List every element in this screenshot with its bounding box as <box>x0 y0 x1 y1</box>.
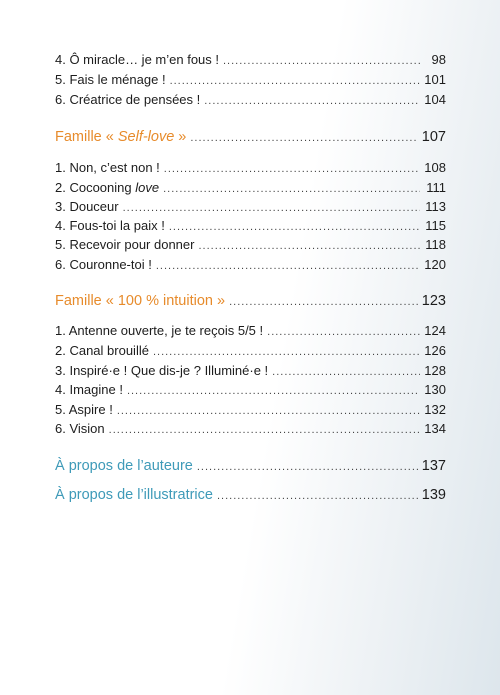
toc-entry-label: 5. Recevoir pour donner <box>55 237 195 252</box>
toc-about-author[interactable] <box>55 458 446 474</box>
toc-about-illustrator[interactable] <box>55 487 446 503</box>
label-italic: love <box>135 180 160 195</box>
toc-heading-page: 139 <box>421 487 446 503</box>
toc-entry[interactable] <box>55 402 446 417</box>
dot-leader <box>109 424 420 436</box>
toc-section-heading[interactable] <box>55 293 446 309</box>
toc-entry[interactable] <box>55 160 446 175</box>
toc-entry[interactable] <box>55 218 446 233</box>
dot-leader <box>169 221 420 233</box>
toc-entry-page: 128 <box>424 363 446 378</box>
toc-entry-label: 4. Fous-toi la paix ! <box>55 218 165 233</box>
toc-entry[interactable] <box>55 421 446 436</box>
toc-entry-label: 3. Douceur <box>55 199 119 214</box>
toc-entry-label: 6. Vision <box>55 421 105 436</box>
toc-entry[interactable] <box>55 52 446 67</box>
toc-entry-page: 120 <box>424 257 446 272</box>
toc-entry-page: 98 <box>431 52 446 67</box>
dot-leader <box>204 95 420 107</box>
dot-leader <box>217 490 418 502</box>
dot-leader <box>163 183 420 195</box>
toc-entry-page: 101 <box>424 72 446 87</box>
toc-entry-page: 111 <box>426 180 446 195</box>
toc-entry-label: 4. Imagine ! <box>55 382 123 397</box>
dot-leader <box>170 75 420 87</box>
toc-entry[interactable] <box>55 257 446 272</box>
dot-leader <box>164 163 420 175</box>
dot-leader <box>156 260 420 272</box>
toc-entry-page: 126 <box>424 343 446 358</box>
dot-leader <box>153 346 420 358</box>
toc-entry-label: 1. Non, c’est non ! <box>55 160 160 175</box>
dot-leader <box>190 132 417 144</box>
heading-prefix: Famille « <box>55 129 118 145</box>
toc-entry[interactable] <box>55 199 446 214</box>
toc-entry-label: 1. Antenne ouverte, je te reçois 5/5 ! <box>55 323 264 338</box>
toc-entry-label <box>55 180 159 195</box>
section-heading-label <box>55 129 186 145</box>
toc-heading-page: 123 <box>421 293 446 309</box>
toc-entry-page: 124 <box>424 323 446 338</box>
dot-leader <box>197 461 418 473</box>
toc-entry-page: 104 <box>424 92 446 107</box>
section-heading-label: À propos de l’auteure <box>55 458 193 474</box>
heading-italic: Self-love <box>117 129 175 145</box>
toc-entry-label: 5. Aspire ! <box>55 402 113 417</box>
toc-entry[interactable] <box>55 323 446 338</box>
heading-suffix: » <box>174 129 187 145</box>
section-heading-label: Famille « 100 % intuition » <box>55 293 226 309</box>
dot-leader <box>229 296 418 308</box>
toc-entry-page: 118 <box>425 237 446 252</box>
toc-entry-page: 115 <box>425 218 446 233</box>
toc-entry-label: 5. Fais le ménage ! <box>55 72 166 87</box>
toc-heading-page: 137 <box>421 458 446 474</box>
toc-entry-page: 134 <box>424 421 446 436</box>
toc-entry-label: 2. Canal brouillé <box>55 343 149 358</box>
dot-leader <box>117 405 420 417</box>
toc-entry-label: 4. Ô miracle… je m’en fous ! <box>55 52 219 67</box>
toc-entry-label: 6. Couronne-toi ! <box>55 257 152 272</box>
toc-entry[interactable] <box>55 343 446 358</box>
toc-entry-page: 132 <box>424 402 446 417</box>
dot-leader <box>223 55 420 67</box>
toc-entry-page: 108 <box>424 160 446 175</box>
toc-section-heading[interactable] <box>55 129 446 145</box>
toc-entry[interactable] <box>55 237 446 252</box>
label-prefix: 2. Cocooning <box>55 180 136 195</box>
toc-entry-label: 6. Créatrice de pensées ! <box>55 92 201 107</box>
toc-entry-page: 130 <box>424 382 446 397</box>
toc-heading-page: 107 <box>421 129 446 145</box>
dot-leader <box>272 366 420 378</box>
dot-leader <box>123 202 420 214</box>
dot-leader <box>267 326 420 338</box>
section-heading-label: À propos de l’illustratrice <box>55 487 213 503</box>
dot-leader <box>198 240 420 252</box>
toc-entry[interactable] <box>55 180 446 195</box>
toc-entry[interactable] <box>55 382 446 397</box>
dot-leader <box>127 385 420 397</box>
toc-entry[interactable] <box>55 72 446 87</box>
toc-entry[interactable] <box>55 92 446 107</box>
toc-entry-label: 3. Inspiré·e ! Que dis-je ? Illuminé·e ! <box>55 363 269 378</box>
toc-entry[interactable] <box>55 363 446 378</box>
toc-entry-page: 113 <box>425 199 446 214</box>
